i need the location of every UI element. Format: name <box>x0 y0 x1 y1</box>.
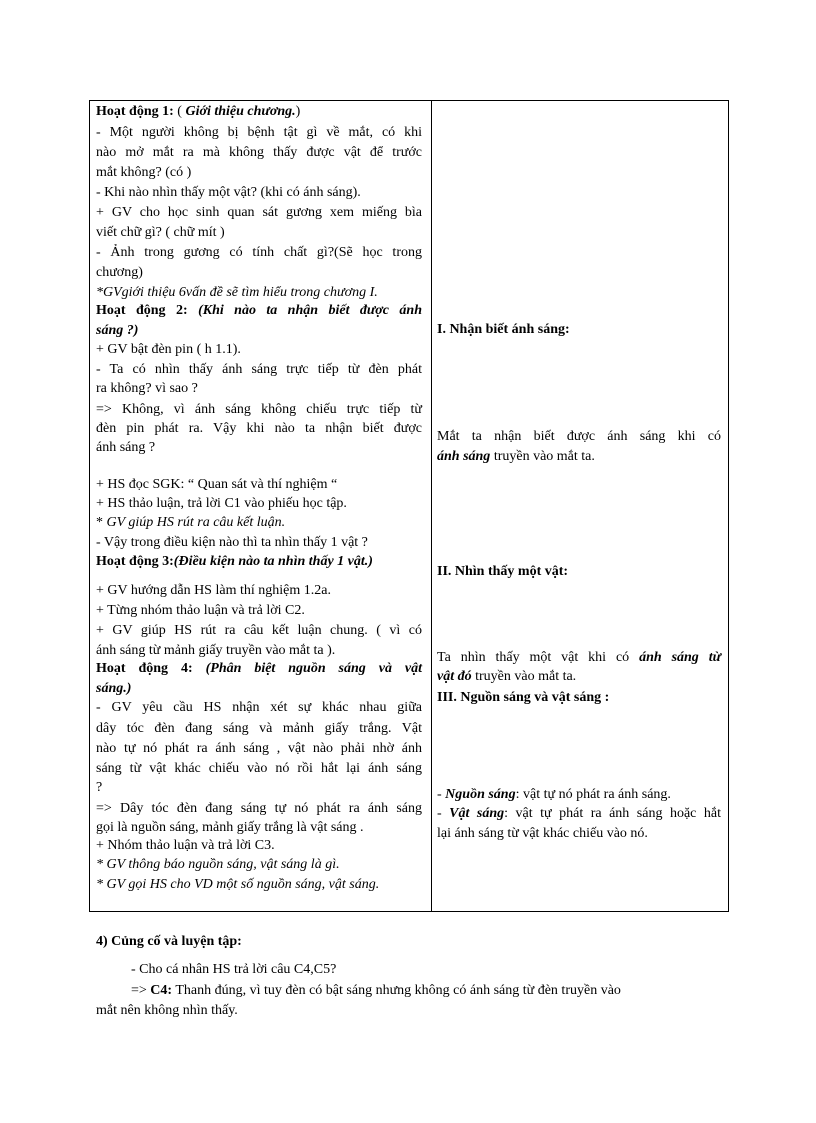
text-run: - Ta có nhìn thấy ánh sáng trực tiếp từ đèn phát <box>96 362 422 377</box>
left-line <box>96 361 422 379</box>
left-line <box>96 164 422 182</box>
text-run: - Một người không bị bệnh tật gì về mắt, có khi <box>96 125 422 140</box>
right-line <box>437 448 721 466</box>
left-line <box>96 264 422 282</box>
left-line <box>96 341 422 359</box>
left-line <box>96 302 422 320</box>
text-run: ra không? vì sao ? <box>96 381 198 396</box>
text-run: - Khi nào nhìn thấy một vật? (khi có ánh sáng). <box>96 185 361 200</box>
footer-line-2 <box>131 982 621 1000</box>
text-run: sáng ?) <box>96 323 139 338</box>
text-run: => Dây tóc đèn đang sáng tự nó phát ra ánh sáng <box>96 801 422 816</box>
text-run: Hoạt động 2: <box>96 303 199 318</box>
left-line <box>96 184 422 202</box>
left-line <box>96 642 422 660</box>
text-run: Mắt ta nhận biết được ánh sáng khi có <box>437 429 721 444</box>
left-line <box>96 582 422 600</box>
left-line <box>96 876 422 894</box>
text-run: Hoạt động 1: <box>96 104 178 119</box>
left-line <box>96 760 422 778</box>
text-run: Hoạt động 3: <box>96 554 174 569</box>
text-run: + HS thảo luận, trả lời C1 vào phiếu học tập. <box>96 496 347 511</box>
text-run: * GV thông báo nguồn sáng, vật sáng là gì. <box>96 857 340 872</box>
text-run: - GV yêu cầu HS nhận xét sự khác nhau giữa <box>96 700 422 715</box>
left-line <box>96 380 422 398</box>
left-line <box>96 720 422 738</box>
left-line <box>96 622 422 640</box>
text-run: ánh sáng <box>437 449 491 464</box>
text-run: => Không, vì ánh sáng không chiếu trực tiếp từ <box>96 402 422 417</box>
left-line <box>96 800 422 818</box>
left-line <box>96 420 422 438</box>
left-line <box>96 144 422 162</box>
text-run: (Điều kiện nào ta nhìn thấy 1 vật.) <box>173 554 373 569</box>
right-line <box>437 805 721 823</box>
text-run: truyền vào mắt ta. <box>471 669 577 684</box>
right-line <box>437 689 721 707</box>
footer-line-1: - Cho cá nhân HS trả lời câu C4,C5? <box>131 962 337 977</box>
left-line <box>96 779 422 797</box>
text-run: mắt không? (có ) <box>96 165 192 180</box>
text-run: sáng.) <box>96 681 132 696</box>
text-run: + GV bật đèn pin ( h 1.1). <box>96 342 241 357</box>
left-line <box>96 660 422 678</box>
text-run: (Khi nào ta nhận biết được ánh <box>198 303 422 318</box>
section-heading <box>96 933 242 951</box>
table-column-divider <box>431 100 432 912</box>
section-heading-text: 4) Củng cố và luyện tập: <box>96 934 242 949</box>
text-run: ) <box>295 104 301 119</box>
left-line <box>96 602 422 620</box>
left-line <box>96 322 422 340</box>
text-run: - Vậy trong điều kiện nào thì ta nhìn thấy 1 vật ? <box>96 535 368 550</box>
left-line <box>96 401 422 419</box>
text-run: + GV giúp HS rút ra câu kết luận chung. ( vì có <box>96 623 422 638</box>
text-run: III. Nguồn sáng và vật sáng : <box>437 690 610 705</box>
text-run: vật đó <box>437 669 472 684</box>
right-line <box>437 563 721 581</box>
text-run: - <box>437 787 446 802</box>
left-line <box>96 204 422 222</box>
text-run: viết chữ gì? ( chữ mít ) <box>96 225 225 240</box>
left-line <box>96 837 422 855</box>
text-run: *GVgiới thiệu 6vấn đề sẽ tìm hiểu trong chương I. <box>96 285 378 300</box>
text-run: * GV gọi HS cho VD một số nguồn sáng, vật sáng. <box>96 877 380 892</box>
text-run: gọi là nguồn sáng, mảnh giấy trắng là vật sáng . <box>96 820 364 835</box>
right-line <box>437 786 721 804</box>
text-run: ánh sáng từ <box>639 650 721 665</box>
text-run: Giới thiệu chương. <box>185 104 296 119</box>
left-line <box>96 514 422 532</box>
text-run: ? <box>96 780 103 795</box>
text-run: (Phân biệt nguồn sáng và vật <box>205 661 422 676</box>
text-run: nào mở mắt ra mà không thấy được vật để trước <box>96 145 422 160</box>
text-run: ánh sáng từ mảnh giấy truyền vào mắt ta ). <box>96 643 336 658</box>
text-run: ánh sáng ? <box>96 440 156 455</box>
left-line <box>96 439 422 457</box>
footer-line-2-text: Thanh đúng, vì tuy đèn có bật sáng nhưng không có ánh sáng từ đèn truyền vào <box>172 983 621 998</box>
text-run: II. Nhìn thấy một vật: <box>437 564 569 579</box>
text-run: - Ảnh trong gương có tính chất gì?(Sẽ học trong <box>96 245 422 260</box>
left-line <box>96 476 422 494</box>
left-line <box>96 740 422 758</box>
left-line <box>96 819 422 837</box>
left-line <box>96 284 422 302</box>
left-line <box>96 495 422 513</box>
text-run: + GV cho học sinh quan sát gương xem miếng bìa <box>96 205 422 220</box>
text-run: : vật tự phát ra ánh sáng hoặc hắt <box>504 806 721 821</box>
footer-line-2-label: C4: <box>150 983 173 998</box>
left-line <box>96 856 422 874</box>
right-line <box>437 649 721 667</box>
left-line <box>96 680 422 698</box>
text-run: * <box>96 515 107 530</box>
footer-line-3: mắt nên không nhìn thấy. <box>96 1003 238 1018</box>
right-line <box>437 825 721 843</box>
text-run: + HS đọc SGK: “ Quan sát và thí nghiệm “ <box>96 477 338 492</box>
left-line <box>96 103 422 121</box>
text-run: Hoạt động 4: <box>96 661 206 676</box>
text-run: Vật sáng <box>449 806 505 821</box>
right-line <box>437 321 721 339</box>
text-run: + GV hướng dẫn HS làm thí nghiệm 1.2a. <box>96 583 331 598</box>
text-run: lại ánh sáng từ vật khác chiếu vào nó. <box>437 826 648 841</box>
text-run: ( <box>177 104 186 119</box>
text-run: I. Nhận biết ánh sáng: <box>437 322 570 337</box>
text-run: GV giúp HS rút ra câu kết luận. <box>106 515 286 530</box>
left-line <box>96 699 422 717</box>
left-line <box>96 244 422 262</box>
left-line <box>96 224 422 242</box>
text-run: Nguồn sáng <box>445 787 516 802</box>
text-run: đèn pin phát ra. Vậy khi nào ta nhận biết được <box>96 421 422 436</box>
footer-line-2-prefix: => <box>131 983 151 998</box>
text-run: Ta nhìn thấy một vật khi có <box>437 650 640 665</box>
text-run: + Nhóm thảo luận và trả lời C3. <box>96 838 275 853</box>
text-run: chương) <box>96 265 143 280</box>
left-line <box>96 553 422 571</box>
left-line <box>96 124 422 142</box>
text-run: sáng từ vật khác chiếu vào nó rồi hắt lại ánh sáng <box>96 761 422 776</box>
text-run: : vật tự nó phát ra ánh sáng. <box>515 787 671 802</box>
right-line <box>437 668 721 686</box>
left-line <box>96 534 422 552</box>
text-run: nào tự nó phát ra ánh sáng , vật nào phải nhờ ánh <box>96 741 422 756</box>
right-line <box>437 428 721 446</box>
text-run: dây tóc đèn đang sáng và mảnh giấy trắng. Vật <box>96 721 422 736</box>
text-run: - <box>437 806 450 821</box>
text-run: truyền vào mắt ta. <box>490 449 595 464</box>
text-run: + Từng nhóm thảo luận và trả lời C2. <box>96 603 305 618</box>
